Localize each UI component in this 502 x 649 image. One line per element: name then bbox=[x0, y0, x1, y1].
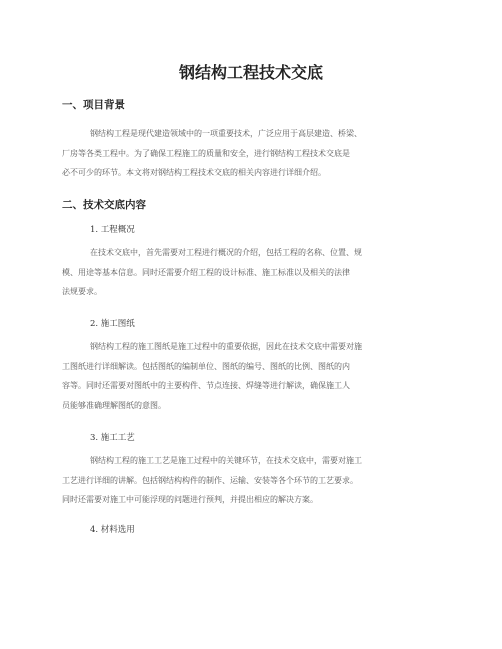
subheading-process: 3. 施工工艺 bbox=[90, 433, 135, 443]
paragraph-line: 员能够准确理解图纸的意图。 bbox=[62, 400, 166, 410]
paragraph-line: 在技术交底中，首先需要对工程进行概况的介绍，包括工程的名称、位置、规 bbox=[90, 248, 362, 257]
paragraph-line: 钢结构工程的施工工艺是施工过程中的关键环节，在技术交底中，需要对施工 bbox=[90, 456, 362, 465]
paragraph-line: 必不可少的环节。本文将对钢结构工程技术交底的相关内容进行详细介绍。 bbox=[62, 168, 326, 177]
paragraph-line: 工图纸进行详细解读。包括图纸的编制单位、图纸的编号、图纸的比例、图纸的内 bbox=[62, 361, 350, 371]
overview-paragraph bbox=[62, 243, 442, 302]
paragraph-line: 工艺进行详细的讲解。包括钢结构构件的制作、运输、安装等各个环节的工艺要求。 bbox=[62, 475, 358, 485]
section-heading-background: 一、项目背景 bbox=[62, 99, 125, 111]
paragraph-line: 厂房等各类工程中。为了确保工程施工的质量和安全，进行钢结构工程技术交底是 bbox=[62, 148, 350, 158]
paragraph-line: 钢结构工程是现代建造领域中的一项重要技术，广泛应用于高层建造、桥梁、 bbox=[90, 129, 362, 138]
paragraph-line: 同时还需要对施工中可能浮现的问题进行预判，并提出相应的解决方案。 bbox=[62, 495, 318, 504]
subheading-materials: 4. 材料选用 bbox=[90, 525, 135, 535]
subheading-drawings: 2. 施工图纸 bbox=[90, 319, 135, 329]
subheading-overview: 1. 工程概况 bbox=[90, 225, 135, 235]
document-title: 钢结构工程技术交底 bbox=[178, 63, 323, 82]
background-paragraph bbox=[62, 124, 442, 183]
paragraph-line: 钢结构工程的施工图纸是施工过程中的重要依据，因此在技术交底中需要对施 bbox=[90, 342, 362, 351]
paragraph-line: 法规要求。 bbox=[62, 287, 102, 296]
process-paragraph bbox=[62, 451, 442, 510]
paragraph-line: 容等。同时还需要对图纸中的主要构件、节点连接、焊缝等进行解读，确保施工人 bbox=[62, 381, 350, 390]
section-heading-content: 二、技术交底内容 bbox=[62, 199, 146, 211]
paragraph-line: 模、用途等基本信息。同时还需要介绍工程的设计标准、施工标准以及相关的法律 bbox=[62, 267, 350, 277]
drawings-paragraph bbox=[62, 337, 442, 415]
